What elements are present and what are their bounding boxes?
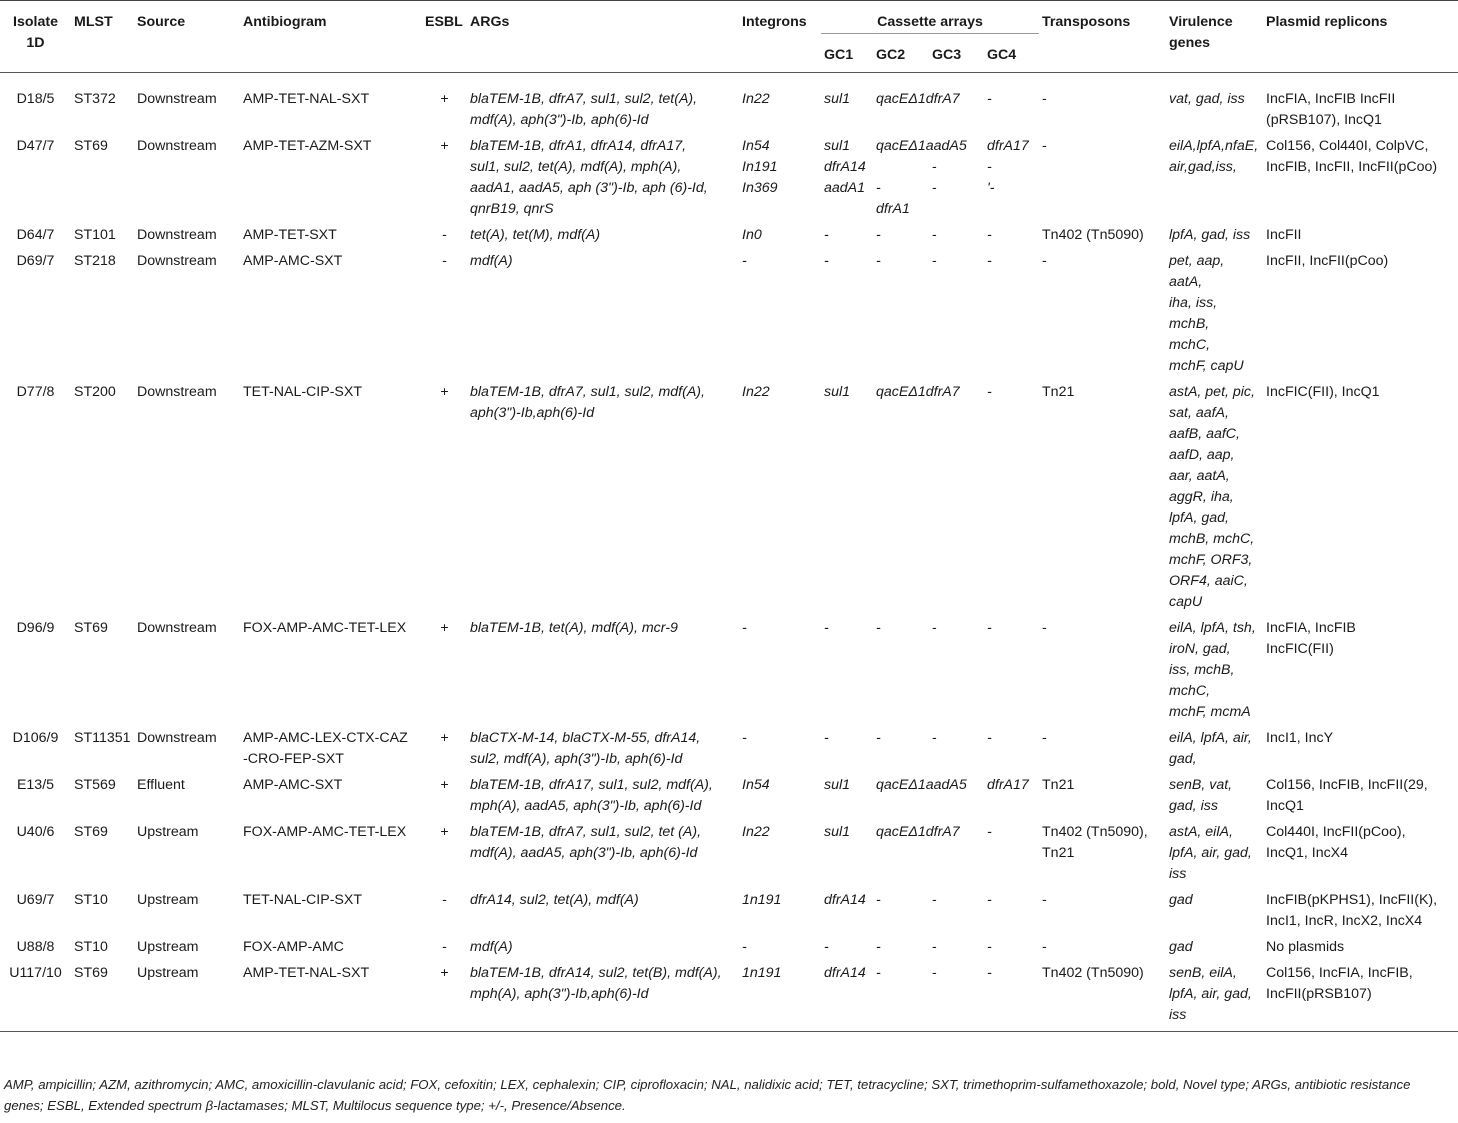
- cell-integrons: -: [742, 730, 747, 746]
- cell-plasmid-replicons: IncFIB(pKPHS1), IncFII(K), IncI1, IncR, IncX2, IncX4: [1266, 892, 1438, 929]
- cell-esbl: +: [440, 91, 449, 107]
- cell-args: mdf(A): [470, 939, 513, 955]
- cell-gc4: dfrA17: [987, 777, 1029, 793]
- cell-gc4: -: [987, 965, 992, 981]
- cell-transposons: -: [1042, 892, 1047, 908]
- cell-plasmid-replicons: Col156, IncFIB, IncFII(29, IncQ1: [1266, 777, 1428, 814]
- cell-integrons: In54: [742, 777, 770, 793]
- cell-virulence-genes: eilA,lpfA,nfaE, air,gad,iss,: [1169, 138, 1259, 175]
- cell-transposons: -: [1042, 620, 1047, 636]
- cell-esbl: +: [440, 384, 449, 400]
- cell-source: Downstream: [137, 253, 217, 269]
- table-footnote: AMP, ampicillin; AZM, azithromycin; AMC, amoxicillin-clavulanic acid; FOX, cefoxitin; LEX, cephalexin; CIP, ciprofloxacin; NAL, nalidixic acid; TET, tetracycline; SXT, trimethoprim-sulfamethoxazole; bold, Novel type; ARGs, antibiotic resistance genes; ESBL, Extended spectrum β-lactamases; MLST, Multilocus sequence type; +/-, Presence/Absence.: [4, 1077, 1411, 1113]
- header-gc1: GC1: [821, 34, 873, 73]
- cell-esbl: +: [440, 824, 449, 840]
- cell-source: Effluent: [137, 777, 185, 793]
- cell-gc4: -: [987, 892, 992, 908]
- cell-args: blaTEM-1B, dfrA14, sul2, tet(B), mdf(A), mph(A), aph(3")-Ib,aph(6)-Id: [470, 965, 722, 1002]
- table-row: [0, 775, 1458, 822]
- table-row: [0, 822, 1458, 890]
- cell-gc1: sul1: [824, 384, 851, 400]
- table-row: [0, 73, 1458, 137]
- cell-esbl: -: [442, 227, 447, 243]
- cell-antibiogram: AMP-TET-NAL-SXT: [243, 91, 370, 107]
- cell-args: blaTEM-1B, dfrA1, dfrA14, dfrA17, sul1, sul2, tet(A), mdf(A), mph(A), aadA1, aadA5, aph (3")-Ib, aph (6)-Id, qnrB19, qnrS: [470, 138, 708, 217]
- cell-gc4: -: [987, 730, 992, 746]
- header-mlst: MLST: [74, 14, 113, 30]
- cell-gc3: -: [932, 892, 937, 908]
- cell-plasmid-replicons: No plasmids: [1266, 939, 1345, 955]
- cell-antibiogram: FOX-AMP-AMC: [243, 939, 344, 955]
- cell-gc2: -: [876, 227, 881, 243]
- cell-integrons: In0: [742, 227, 762, 243]
- cell-transposons: -: [1042, 939, 1047, 955]
- cell-isolate: U69/7: [16, 892, 55, 908]
- cell-esbl: -: [442, 253, 447, 269]
- cell-isolate: U117/10: [9, 965, 62, 981]
- cell-gc4: -: [987, 91, 992, 107]
- header-esbl: ESBL: [425, 14, 463, 30]
- cell-integrons: -: [742, 939, 747, 955]
- cell-transposons: Tn402 (Tn5090), Tn21: [1042, 824, 1148, 861]
- table-row: [0, 890, 1458, 937]
- cell-gc4: -: [987, 384, 992, 400]
- cell-gc2: qacEΔ1aadA5 - dfrA1: [876, 138, 967, 217]
- cell-gc3: -: [932, 939, 937, 955]
- cell-isolate: D69/7: [16, 253, 55, 269]
- cell-antibiogram: TET-NAL-CIP-SXT: [243, 384, 363, 400]
- cell-gc2: qacEΔ1aadA5: [876, 777, 967, 793]
- cell-args: mdf(A): [470, 253, 513, 269]
- cell-gc1: -: [824, 939, 829, 955]
- cell-gc4: dfrA17 - '-: [987, 138, 1029, 196]
- cell-antibiogram: FOX-AMP-AMC-TET-LEX: [243, 824, 407, 840]
- cell-args: blaCTX-M-14, blaCTX-M-55, dfrA14, sul2, mdf(A), aph(3")-Ib, aph(6)-Id: [470, 730, 701, 767]
- table-row: [0, 937, 1458, 963]
- cell-mlst: ST372: [74, 91, 116, 107]
- cell-source: Downstream: [137, 730, 217, 746]
- cell-plasmid-replicons: IncFII, IncFII(pCoo): [1266, 253, 1389, 269]
- cell-transposons: Tn402 (Tn5090): [1042, 965, 1144, 981]
- cell-source: Upstream: [137, 939, 199, 955]
- cell-mlst: ST218: [74, 253, 116, 269]
- cell-plasmid-replicons: IncI1, IncY: [1266, 730, 1334, 746]
- cell-plasmid-replicons: Col440I, IncFII(pCoo), IncQ1, IncX4: [1266, 824, 1406, 861]
- cell-transposons: Tn21: [1042, 384, 1075, 400]
- cell-gc2: -: [876, 253, 881, 269]
- cell-antibiogram: AMP-AMC-SXT: [243, 777, 343, 793]
- cell-antibiogram: AMP-TET-AZM-SXT: [243, 138, 372, 154]
- cell-mlst: ST69: [74, 965, 108, 981]
- cell-virulence-genes: pet, aap, aatA, iha, iss, mchB, mchC, mchF, capU: [1169, 253, 1244, 374]
- header-args: ARGs: [470, 14, 510, 30]
- cell-source: Downstream: [137, 620, 217, 636]
- cell-gc2: -: [876, 965, 881, 981]
- cell-plasmid-replicons: Col156, IncFIA, IncFIB, IncFII(pRSB107): [1266, 965, 1413, 1002]
- cell-mlst: ST10: [74, 939, 108, 955]
- cell-antibiogram: FOX-AMP-AMC-TET-LEX: [243, 620, 407, 636]
- cell-integrons: In22: [742, 384, 770, 400]
- cell-args: blaTEM-1B, dfrA17, sul1, sul2, mdf(A), mph(A), aadA5, aph(3")-Ib, aph(6)-Id: [470, 777, 713, 814]
- table-row: [0, 382, 1458, 618]
- cell-mlst: ST11351: [74, 730, 131, 746]
- cell-integrons: -: [742, 253, 747, 269]
- cell-isolate: D18/5: [16, 91, 55, 107]
- cell-gc2: qacEΔ1dfrA7: [876, 824, 960, 840]
- cell-antibiogram: TET-NAL-CIP-SXT: [243, 892, 363, 908]
- cell-esbl: -: [442, 939, 447, 955]
- cell-mlst: ST69: [74, 138, 108, 154]
- cell-plasmid-replicons: IncFIC(FII), IncQ1: [1266, 384, 1380, 400]
- cell-gc4: -: [987, 227, 992, 243]
- table-header: [0, 1, 1458, 73]
- cell-gc4: -: [987, 620, 992, 636]
- cell-isolate: D106/9: [12, 730, 59, 746]
- cell-gc1: sul1: [824, 824, 851, 840]
- cell-transposons: Tn21: [1042, 777, 1075, 793]
- cell-gc3: [929, 382, 984, 618]
- cell-args: blaTEM-1B, tet(A), mdf(A), mcr-9: [470, 620, 678, 636]
- cell-gc1: sul1 dfrA14 aadA1: [824, 138, 866, 196]
- cell-source: Downstream: [137, 384, 217, 400]
- cell-source: Downstream: [137, 91, 217, 107]
- cell-gc2: -: [876, 730, 881, 746]
- cell-gc1: -: [824, 253, 829, 269]
- cell-virulence-genes: vat, gad, iss: [1169, 91, 1245, 107]
- cell-virulence-genes: astA, pet, pic, sat, aafA, aafB, aafC, aafD, aap, aar, aatA, aggR, iha, lpfA, gad, mchB, mchC, mchF, ORF3, ORF4, aaiC, capU: [1169, 384, 1255, 610]
- table-body: [0, 73, 1458, 1032]
- header-gc4: GC4: [984, 34, 1039, 73]
- cell-isolate: D47/7: [16, 138, 55, 154]
- cell-gc1: sul1: [824, 777, 851, 793]
- cell-gc3: -: [932, 730, 937, 746]
- cell-virulence-genes: eilA, lpfA, tsh, iroN, gad, iss, mchB, mchC, mchF, mcmA: [1169, 620, 1256, 720]
- cell-args: dfrA14, sul2, tet(A), mdf(A): [470, 892, 639, 908]
- cell-transposons: -: [1042, 253, 1047, 269]
- header-gc2: GC2: [873, 34, 929, 73]
- header-source: Source: [137, 14, 186, 30]
- cell-integrons: In54 In191 In369: [742, 138, 778, 196]
- header-integrons: Integrons: [742, 14, 807, 30]
- cell-transposons: -: [1042, 91, 1047, 107]
- cell-args: blaTEM-1B, dfrA7, sul1, sul2, mdf(A), aph(3")-Ib,aph(6)-Id: [470, 384, 705, 421]
- cell-mlst: ST69: [74, 824, 108, 840]
- cell-virulence-genes: astA, eilA, lpfA, air, gad, iss: [1169, 824, 1252, 882]
- cell-esbl: +: [440, 620, 449, 636]
- cell-gc4: -: [987, 939, 992, 955]
- table-row: [0, 728, 1458, 775]
- cell-gc3: - -: [932, 159, 937, 196]
- cell-gc3: -: [932, 965, 937, 981]
- cell-esbl: +: [440, 965, 449, 981]
- cell-virulence-genes: senB, vat, gad, iss: [1169, 777, 1233, 814]
- cell-plasmid-replicons: Col156, Col440I, ColpVC, IncFIB, IncFII, IncFII(pCoo): [1266, 138, 1438, 175]
- cell-isolate: E13/5: [16, 777, 55, 793]
- cell-integrons: In22: [742, 824, 770, 840]
- cell-integrons: 1n191: [742, 965, 782, 981]
- cell-gc2: qacEΔ1dfrA7: [876, 91, 960, 107]
- cell-plasmid-replicons: IncFIA, IncFIB IncFII (pRSB107), IncQ1: [1266, 91, 1396, 128]
- cell-gc3: -: [932, 227, 937, 243]
- cell-integrons: -: [742, 620, 747, 636]
- cell-gc4: -: [987, 824, 992, 840]
- cell-gc2: -: [876, 620, 881, 636]
- cell-esbl: +: [440, 138, 449, 154]
- cell-virulence-genes: eilA, lpfA, air, gad,: [1169, 730, 1252, 767]
- cell-isolate: D77/8: [16, 384, 55, 400]
- cell-plasmid-replicons: IncFII: [1266, 227, 1302, 243]
- cell-source: Upstream: [137, 965, 199, 981]
- cell-gc1: dfrA14: [824, 892, 866, 908]
- cell-esbl: +: [440, 730, 449, 746]
- cell-isolate: D64/7: [16, 227, 55, 243]
- header-isolate: Isolate 1D: [13, 14, 58, 51]
- header-virulence-genes: Virulence genes: [1169, 14, 1233, 51]
- cell-source: Downstream: [137, 227, 217, 243]
- cell-gc3: -: [932, 253, 937, 269]
- table-row: [0, 225, 1458, 251]
- cell-mlst: ST69: [74, 620, 108, 636]
- cell-antibiogram: AMP-AMC-SXT: [243, 253, 343, 269]
- cell-integrons: In22: [742, 91, 770, 107]
- cell-source: Downstream: [137, 138, 217, 154]
- cell-source: Upstream: [137, 824, 199, 840]
- cell-gc1: sul1: [824, 91, 851, 107]
- table-row: [0, 136, 1458, 225]
- cell-virulence-genes: gad: [1169, 892, 1193, 908]
- header-cassette-arrays: Cassette arrays: [877, 14, 983, 30]
- cell-gc1: -: [824, 730, 829, 746]
- cell-args: tet(A), tet(M), mdf(A): [470, 227, 601, 243]
- cell-antibiogram: AMP-TET-NAL-SXT: [243, 965, 370, 981]
- cell-gc4: -: [987, 253, 992, 269]
- cell-mlst: ST101: [74, 227, 116, 243]
- cell-isolate: D96/9: [16, 620, 55, 636]
- cell-virulence-genes: gad: [1169, 939, 1193, 955]
- cell-transposons: -: [1042, 730, 1047, 746]
- header-plasmid-replicons: Plasmid replicons: [1266, 14, 1388, 30]
- table-row: [0, 251, 1458, 382]
- cell-plasmid-replicons: IncFIA, IncFIB IncFIC(FII): [1266, 620, 1356, 657]
- cell-esbl: +: [440, 777, 449, 793]
- cell-mlst: ST200: [74, 384, 116, 400]
- cell-esbl: -: [442, 892, 447, 908]
- table-row: [0, 618, 1458, 728]
- cell-antibiogram: AMP-AMC-LEX-CTX-CAZ -CRO-FEP-SXT: [243, 730, 408, 767]
- cell-isolate: U88/8: [16, 939, 55, 955]
- cell-transposons: -: [1042, 138, 1047, 154]
- table-row: [0, 963, 1458, 1032]
- cell-gc1: -: [824, 227, 829, 243]
- cell-virulence-genes: lpfA, gad, iss: [1169, 227, 1251, 243]
- cell-mlst: ST569: [74, 777, 116, 793]
- cell-gc2: qacEΔ1dfrA7: [876, 384, 960, 400]
- cell-gc2: -: [876, 939, 881, 955]
- header-antibiogram: Antibiogram: [243, 14, 327, 30]
- cell-virulence-genes: senB, eilA, lpfA, air, gad, iss: [1169, 965, 1252, 1023]
- cell-isolate: U40/6: [16, 824, 55, 840]
- cell-gc2: -: [876, 892, 881, 908]
- cell-args: blaTEM-1B, dfrA7, sul1, sul2, tet(A), mdf(A), aph(3")-Ib, aph(6)-Id: [470, 91, 698, 128]
- cell-antibiogram: AMP-TET-SXT: [243, 227, 337, 243]
- cell-mlst: ST10: [74, 892, 108, 908]
- cell-gc1: dfrA14: [824, 965, 866, 981]
- cell-integrons: 1n191: [742, 892, 782, 908]
- cell-gc3: -: [932, 620, 937, 636]
- header-transposons: Transposons: [1042, 14, 1131, 30]
- header-gc3: GC3: [929, 34, 984, 73]
- cell-transposons: Tn402 (Tn5090): [1042, 227, 1144, 243]
- cell-args: blaTEM-1B, dfrA7, sul1, sul2, tet (A), mdf(A), aadA5, aph(3")-Ib, aph(6)-Id: [470, 824, 702, 861]
- cell-source: Upstream: [137, 892, 199, 908]
- cell-gc1: -: [824, 620, 829, 636]
